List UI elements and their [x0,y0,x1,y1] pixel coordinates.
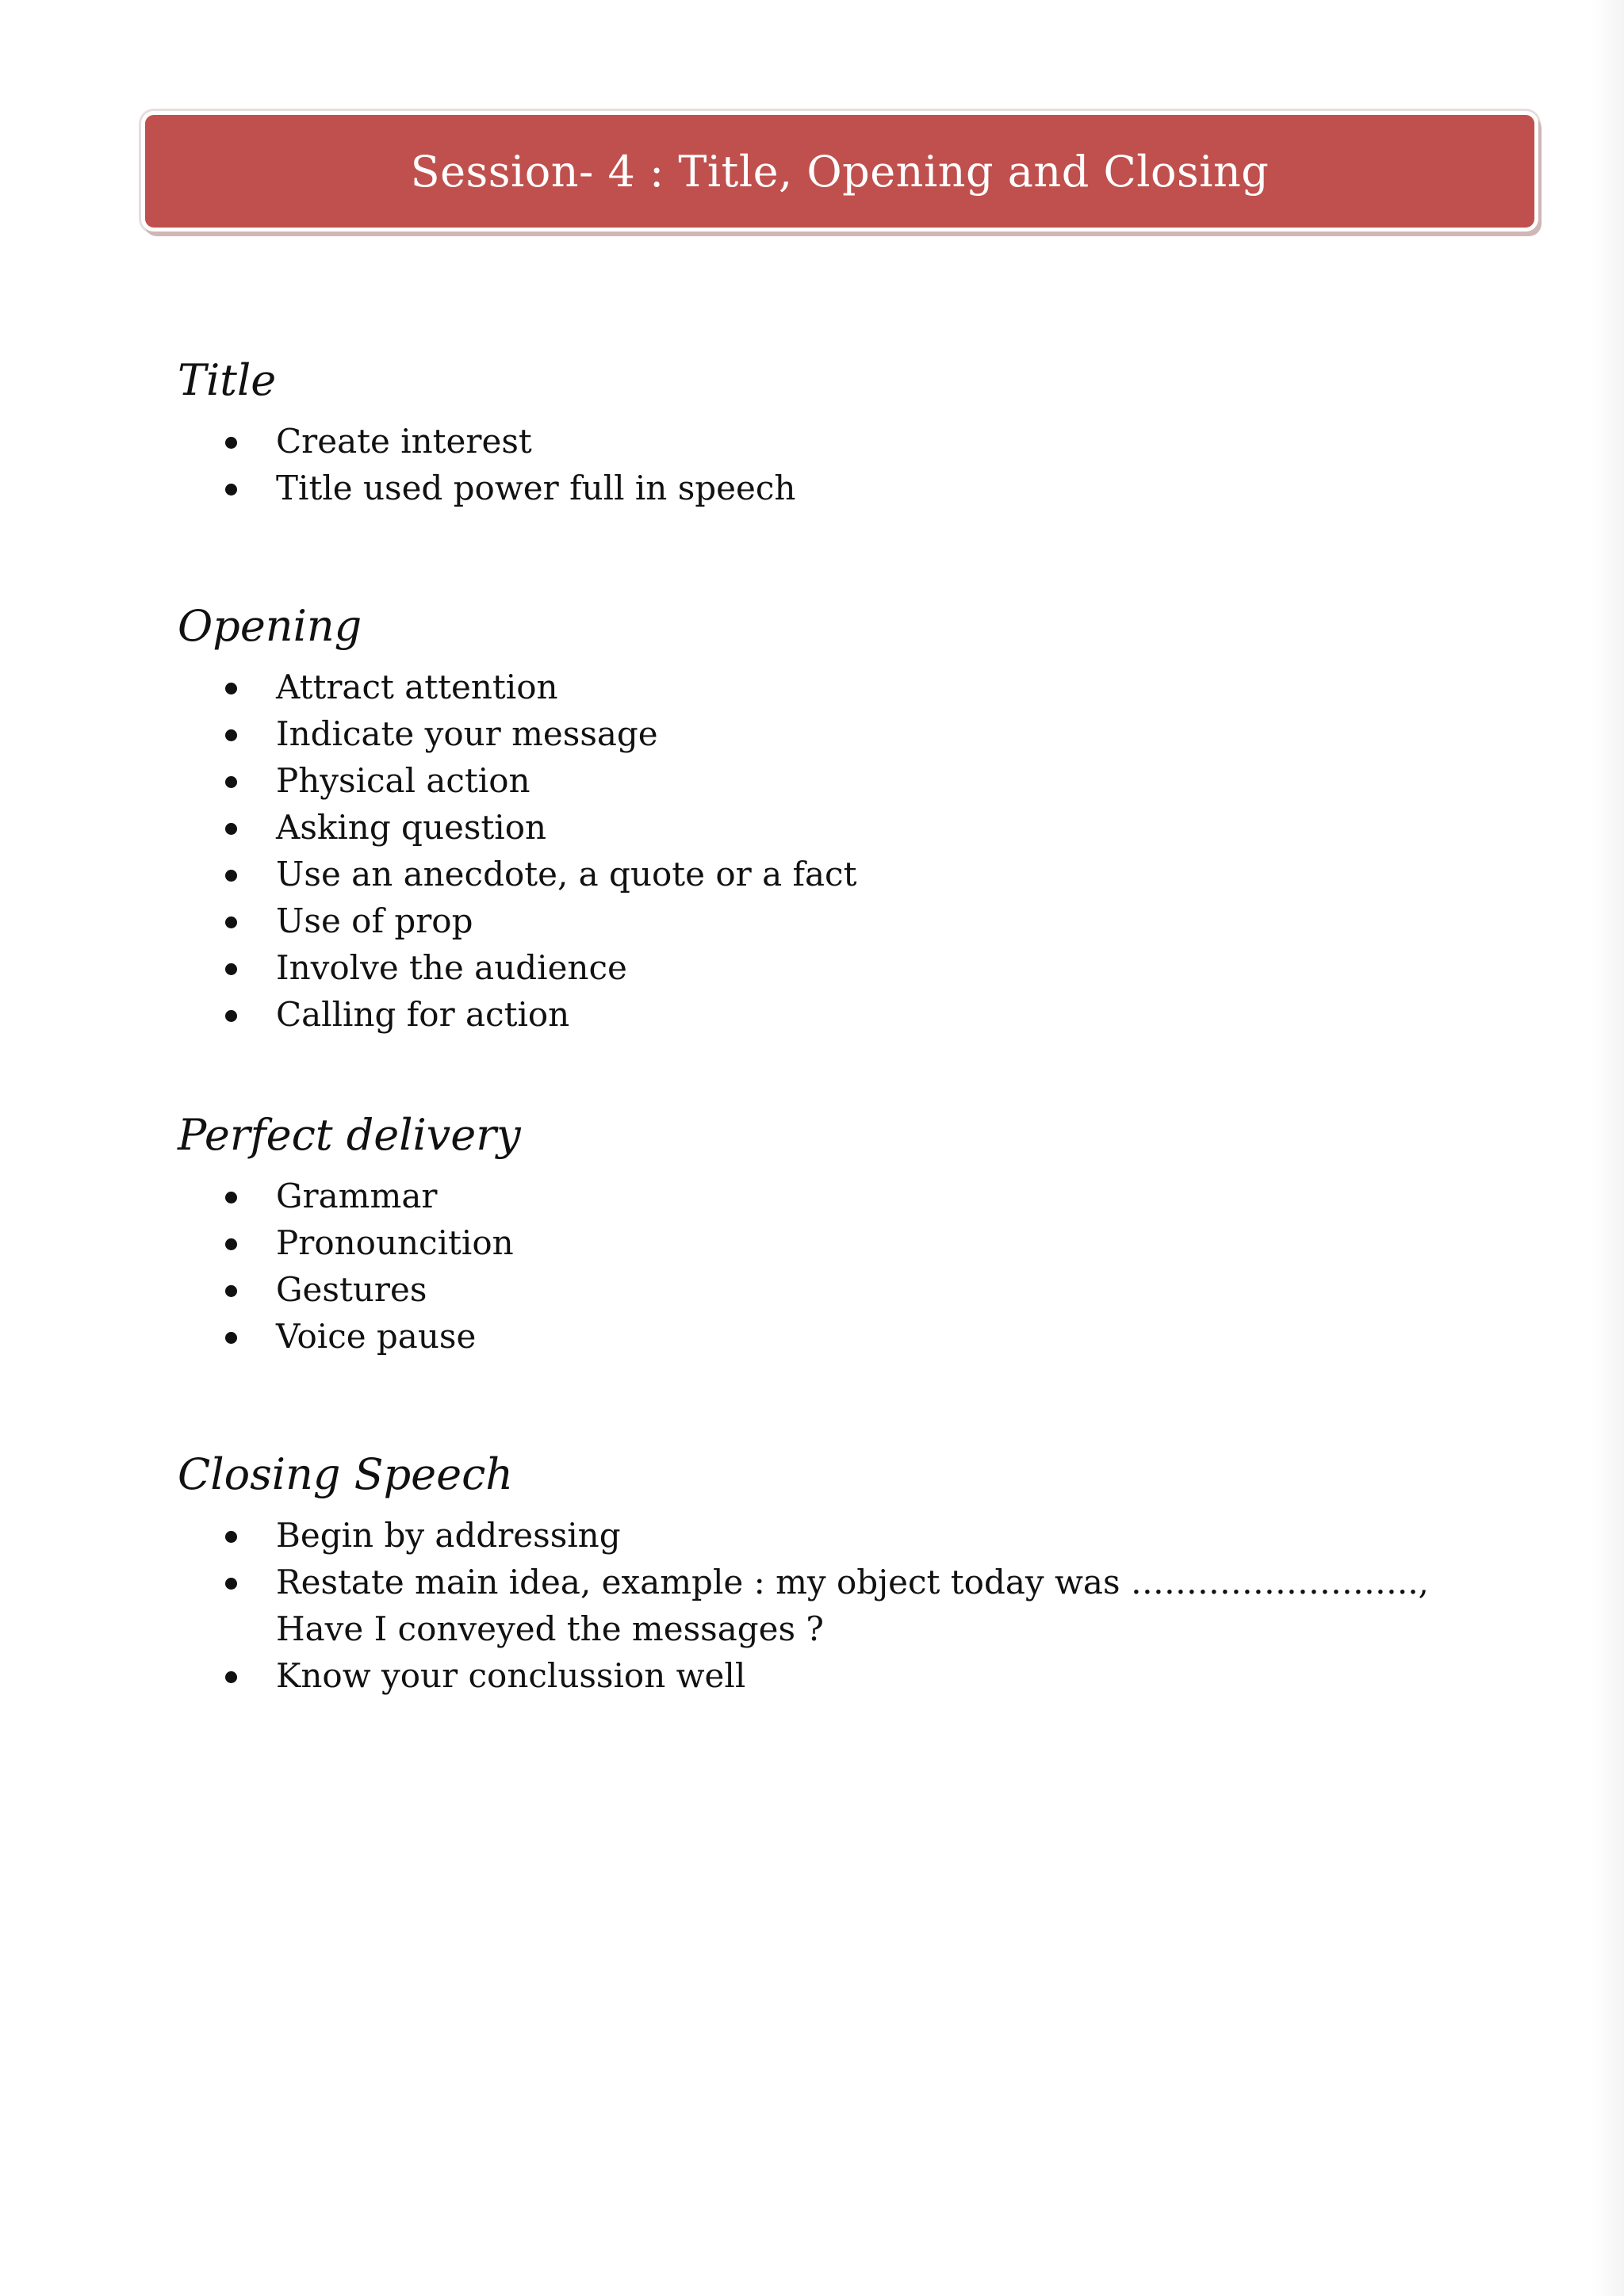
list-item-text: Asking question [276,808,547,848]
section-closing-speech [178,1451,1429,1699]
list-item-text: Voice pause [276,1317,477,1357]
list-item [178,944,856,991]
list-item-text: Know your conclussion well [276,1656,746,1696]
list-item [178,418,795,465]
section-heading: Opening [178,601,362,651]
bullet-icon [225,963,237,975]
list-item [178,1313,521,1360]
list-item-text: Restate main idea, example : my object today was …………………….., [276,1563,1429,1602]
bullet-list [178,664,856,1038]
list-item-text: Calling for action [276,995,570,1035]
section-perfect-delivery [178,1112,521,1360]
bullet-list [178,418,795,511]
list-item-text: Create interest [276,422,532,461]
list-item-text: Begin by addressing [276,1516,621,1556]
list-item-text: Physical action [276,761,530,801]
list-item-text: Grammar [276,1177,438,1216]
list-item [178,804,856,851]
section-opening [178,603,856,1038]
list-item [178,851,856,897]
section-heading: Perfect delivery [178,1110,521,1160]
list-item-text: Use of prop [276,901,473,941]
bullet-icon [225,1671,237,1683]
bullet-icon [225,916,237,928]
section-heading: Closing Speech [178,1449,514,1499]
list-item [178,664,856,710]
list-item [178,1219,521,1266]
list-item [178,1652,1429,1699]
bullet-icon [225,1192,237,1203]
list-item [178,710,856,757]
list-item [178,1559,1429,1652]
list-item-text: Use an anecdote, a quote or a fact [276,855,857,894]
bullet-icon [225,776,237,788]
list-item-continuation: Have I conveyed the messages ? [276,1609,824,1649]
list-item-text: Indicate your message [276,714,658,754]
bullet-icon [225,1010,237,1022]
list-item [178,1173,521,1219]
bullet-icon [225,1332,237,1344]
list-item-text: Attract attention [276,668,558,707]
section-heading: Title [178,355,277,405]
list-item-text: Title used power full in speech [276,469,796,508]
list-item [178,465,795,511]
bullet-icon [225,1578,237,1590]
bullet-icon [225,484,237,496]
bullet-icon [225,1285,237,1297]
list-item [178,1512,1429,1559]
session-banner [141,111,1538,232]
bullet-icon [225,823,237,835]
list-item [178,757,856,804]
page-edge [1592,0,1624,2296]
bullet-icon [225,437,237,449]
bullet-icon [225,1531,237,1543]
bullet-list [178,1512,1429,1699]
list-item [178,1266,521,1313]
bullet-icon [225,1238,237,1250]
list-item [178,897,856,944]
section-title [178,357,795,511]
banner-title: Session- 4 : Title, Opening and Closing [410,146,1270,197]
list-item [178,991,856,1038]
list-item-text: Pronouncition [276,1223,514,1263]
list-item-text: Gestures [276,1270,427,1310]
list-item-text: Involve the audience [276,948,627,988]
bullet-icon [225,729,237,741]
bullet-icon [225,683,237,695]
bullet-list [178,1173,521,1360]
bullet-icon [225,870,237,882]
